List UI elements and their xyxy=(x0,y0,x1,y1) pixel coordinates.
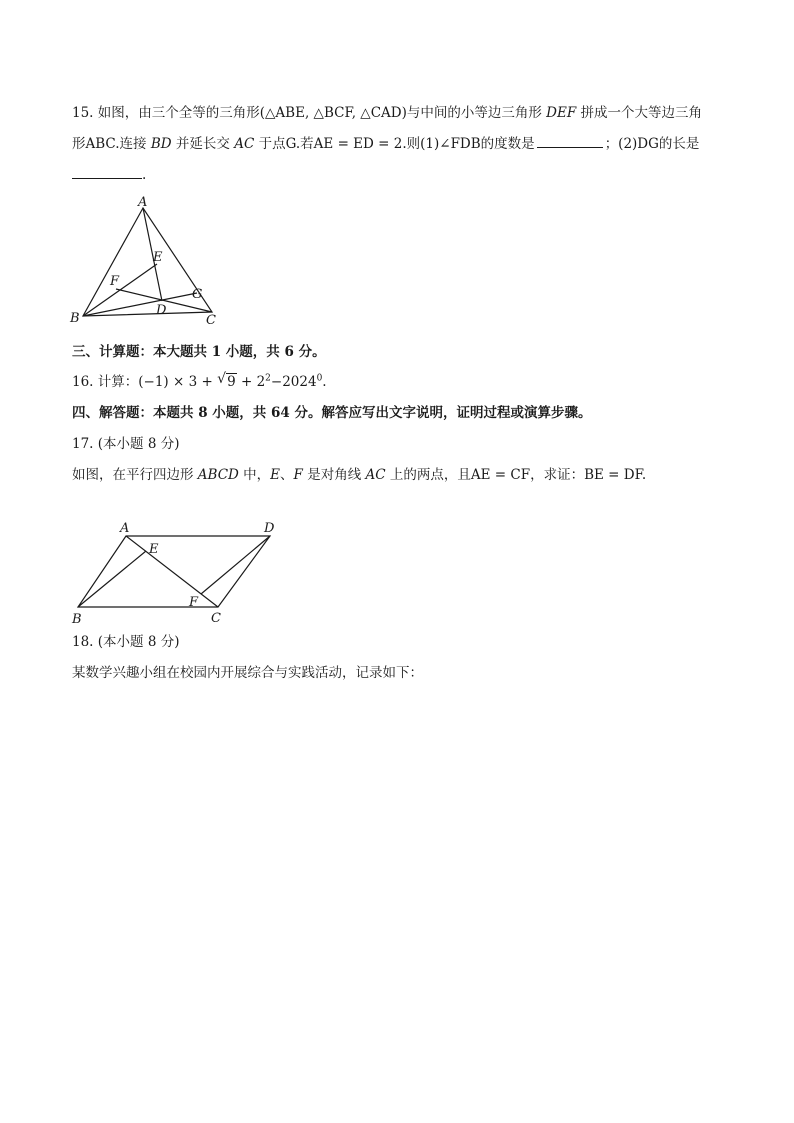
answer-blank-1[interactable] xyxy=(537,135,603,148)
q15-triangle-figure xyxy=(66,195,226,330)
section-4-heading: 四、解答题：本题共 8 小题，共 64 分。解答应写出文字说明，证明过程或演算步骤。 xyxy=(72,405,592,421)
q15-line-2: 形ABC.连接 BD 并延长交 AC 于点G.若AE = ED = 2.则(1)∠FDB的度数是 ；(2)DG的长是 xyxy=(72,136,700,152)
q17-text: 如图，在平行四边形 ABCD 中，E、F 是对角线 AC 上的两点，且AE = CF，求证：BE = DF. xyxy=(72,467,647,483)
triangle-symbol: △ xyxy=(265,105,276,121)
q18-title: 18. (本小题 8 分) xyxy=(72,634,180,650)
section-3-heading: 三、计算题：本大题共 1 小题，共 6 分。 xyxy=(72,344,326,360)
label-e: E xyxy=(153,250,163,265)
label-e: E xyxy=(149,542,159,557)
answer-blank-2[interactable] xyxy=(72,166,142,179)
segment-df xyxy=(201,536,270,594)
sqrt-expression: √ 9 xyxy=(217,371,236,390)
q18-text: 某数学兴趣小组在校园内开展综合与实践活动，记录如下： xyxy=(72,665,423,681)
label-g: G xyxy=(192,287,203,302)
label-f: F xyxy=(110,274,120,289)
triangle-symbol: △ xyxy=(360,105,371,121)
label-c: C xyxy=(211,611,221,626)
label-a: A xyxy=(138,195,148,210)
parallelogram-abcd xyxy=(78,536,270,607)
diagonal-ac xyxy=(126,536,218,607)
q16-line: 16. 计算：(−1) × 3 + √ $9 + 2^2-2024^0$. xyxy=(72,371,327,390)
label-b: B xyxy=(72,612,82,627)
label-c: C xyxy=(206,313,216,328)
q15-line-1: 15. 如图，由三个全等的三角形(△ABE, △BCF, △CAD)与中间的小等边三角形 DEF 拼成一个大等边三角 xyxy=(72,105,702,121)
q15-line-3: . xyxy=(72,166,146,184)
label-b: B xyxy=(70,311,80,326)
q17-title: 17. (本小题 8 分) xyxy=(72,436,180,452)
label-d: D xyxy=(156,303,167,318)
label-d: D xyxy=(264,521,275,536)
label-a: A xyxy=(120,521,130,536)
q17-parallelogram-figure xyxy=(66,518,286,630)
triangle-symbol: △ xyxy=(313,105,324,121)
label-f: F xyxy=(189,595,199,610)
segment-be xyxy=(78,551,146,607)
